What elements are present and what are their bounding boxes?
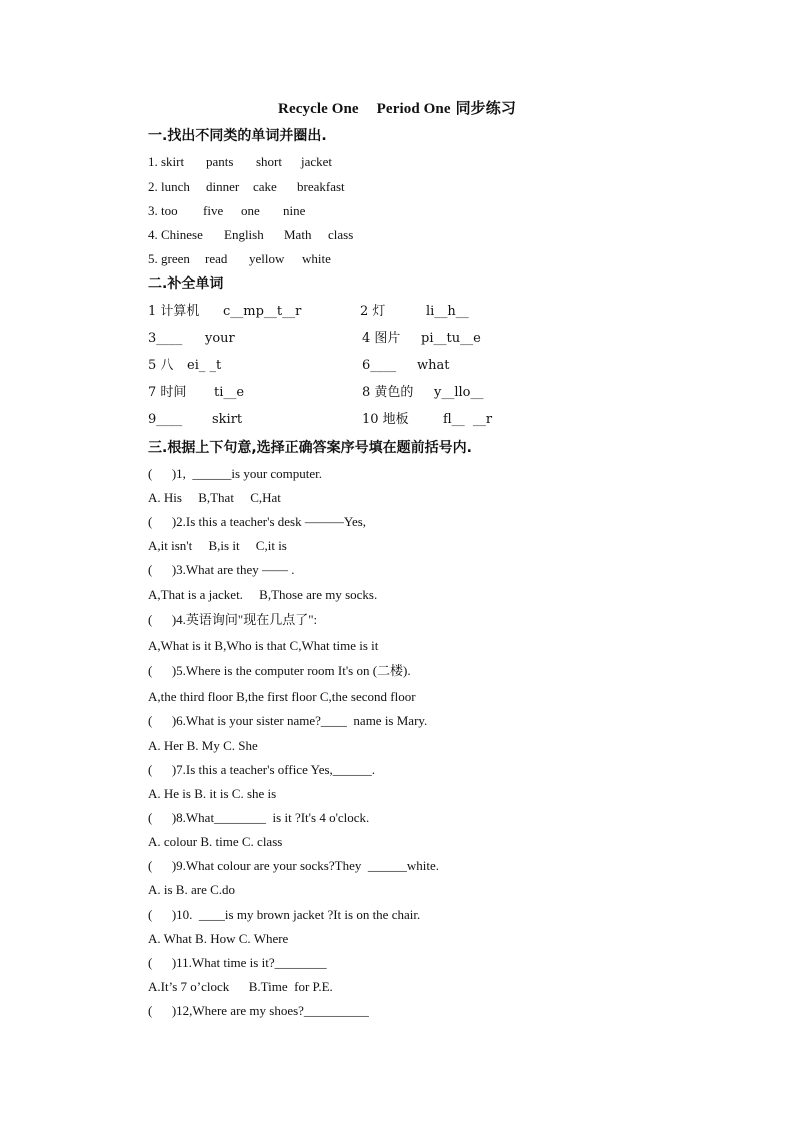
section1-heading: 一.找出不同类的单词并圈出. xyxy=(148,128,327,144)
choice-word[interactable]: dinner xyxy=(206,179,240,194)
fill-label: 8 黄色的 xyxy=(362,385,414,400)
choice-word[interactable]: too xyxy=(161,203,178,218)
fill-word[interactable]: pi__tu__e xyxy=(421,331,481,346)
fill-label: 9____ xyxy=(148,412,183,427)
section3-heading: 三.根据上下句意,选择正确答案序号填在题前括号内. xyxy=(148,440,472,456)
word-group-row xyxy=(148,177,345,197)
fill-label: 4 图片 xyxy=(362,331,401,346)
choice-word[interactable]: five xyxy=(203,203,224,218)
choice-word[interactable]: white xyxy=(302,251,331,266)
answer-options: A. Her B. My C. She xyxy=(148,738,258,753)
answer-options: A. His B,That C,Hat xyxy=(148,490,281,505)
word-group-row xyxy=(148,201,305,221)
choice-word[interactable]: one xyxy=(241,203,260,218)
fill-label: 7 时间 xyxy=(148,385,187,400)
fill-word[interactable]: what xyxy=(417,358,450,373)
choice-word[interactable]: lunch xyxy=(161,179,190,194)
fill-label: 6____ xyxy=(362,358,397,373)
question-line[interactable]: ( )2.Is this a teacher's desk ———Yes, xyxy=(148,514,367,529)
choice-word[interactable]: green xyxy=(161,251,190,266)
row-number: 3. xyxy=(148,203,161,218)
choice-word[interactable]: cake xyxy=(253,179,277,194)
fill-label: 3____ xyxy=(148,331,183,346)
choice-word[interactable]: class xyxy=(328,227,354,242)
question-line[interactable]: ( )1, ______is your computer. xyxy=(148,466,323,481)
page-title xyxy=(0,97,794,118)
answer-options: A. What B. How C. Where xyxy=(148,931,289,946)
word-group-row xyxy=(148,152,332,172)
question-line[interactable]: ( )9.What colour are your socks?They ______white. xyxy=(148,858,439,873)
question-line[interactable]: ( )7.Is this a teacher's office Yes,______. xyxy=(148,762,376,777)
choice-word[interactable]: Chinese xyxy=(161,227,203,242)
fill-word[interactable]: skirt xyxy=(212,412,243,427)
section2-heading: 二.补全单词 xyxy=(148,276,224,292)
fill-word[interactable]: fl__ __r xyxy=(443,412,493,427)
answer-options: A,What is it B,Who is that C,What time is it xyxy=(148,638,379,653)
choice-word[interactable]: read xyxy=(205,251,228,266)
title-part-period: Period One xyxy=(376,101,451,117)
choice-word[interactable]: yellow xyxy=(249,251,285,266)
fill-word[interactable]: ti__e xyxy=(214,385,245,400)
choice-word[interactable]: nine xyxy=(283,203,306,218)
question-line[interactable]: ( )5.Where is the computer room It's on (二楼). xyxy=(148,663,411,678)
title-part-practice: 同步练习 xyxy=(455,101,516,117)
question-line[interactable]: ( )8.What________ is it ?It's 4 o'clock. xyxy=(148,810,370,825)
fill-word[interactable]: c__mp__t__r xyxy=(223,304,302,319)
row-number: 1. xyxy=(148,154,161,169)
answer-options: A,it isn't B,is it C,it is xyxy=(148,538,287,553)
question-line[interactable]: ( )4.英语询问"现在几点了": xyxy=(148,612,318,627)
fill-label: 5 八 xyxy=(148,358,174,373)
choice-word[interactable]: breakfast xyxy=(297,179,345,194)
fill-word[interactable]: y__llo__ xyxy=(434,385,484,400)
choice-word[interactable]: jacket xyxy=(301,154,333,169)
fill-label: 2 灯 xyxy=(360,304,386,319)
title-part-recycle: Recycle One xyxy=(278,101,359,117)
fill-label: 10 地板 xyxy=(362,412,409,427)
question-line[interactable]: ( )11.What time is it?________ xyxy=(148,955,327,970)
choice-word[interactable]: English xyxy=(224,227,264,242)
question-line[interactable]: ( )12,Where are my shoes?__________ xyxy=(148,1003,369,1018)
fill-word[interactable]: your xyxy=(205,331,235,346)
fill-word[interactable]: ei_ _t xyxy=(187,358,222,373)
answer-options: A. He is B. it is C. she is xyxy=(148,786,277,801)
row-number: 2. xyxy=(148,179,161,194)
question-line[interactable]: ( )10. ____is my brown jacket ?It is on the chair. xyxy=(148,907,421,922)
fill-label: 1 计算机 xyxy=(148,304,200,319)
row-number: 5. xyxy=(148,251,161,266)
choice-word[interactable]: pants xyxy=(206,154,234,169)
answer-options: A. is B. are C.do xyxy=(148,882,236,897)
question-line[interactable]: ( )6.What is your sister name?____ name is Mary. xyxy=(148,713,428,728)
choice-word[interactable]: skirt xyxy=(161,154,185,169)
choice-word[interactable]: short xyxy=(256,154,282,169)
row-number: 4. xyxy=(148,227,161,242)
answer-options: A,the third floor B,the first floor C,the second floor xyxy=(148,689,416,704)
fill-word[interactable]: li__h__ xyxy=(426,304,469,319)
answer-options: A,That is a jacket. B,Those are my socks. xyxy=(148,587,378,602)
choice-word[interactable]: Math xyxy=(284,227,312,242)
answer-options: A.It’s 7 o’clock B.Time for P.E. xyxy=(148,979,333,994)
answer-options: A. colour B. time C. class xyxy=(148,834,283,849)
word-group-row xyxy=(148,225,353,245)
question-line[interactable]: ( )3.What are they —— . xyxy=(148,562,295,577)
word-group-row xyxy=(148,249,331,269)
